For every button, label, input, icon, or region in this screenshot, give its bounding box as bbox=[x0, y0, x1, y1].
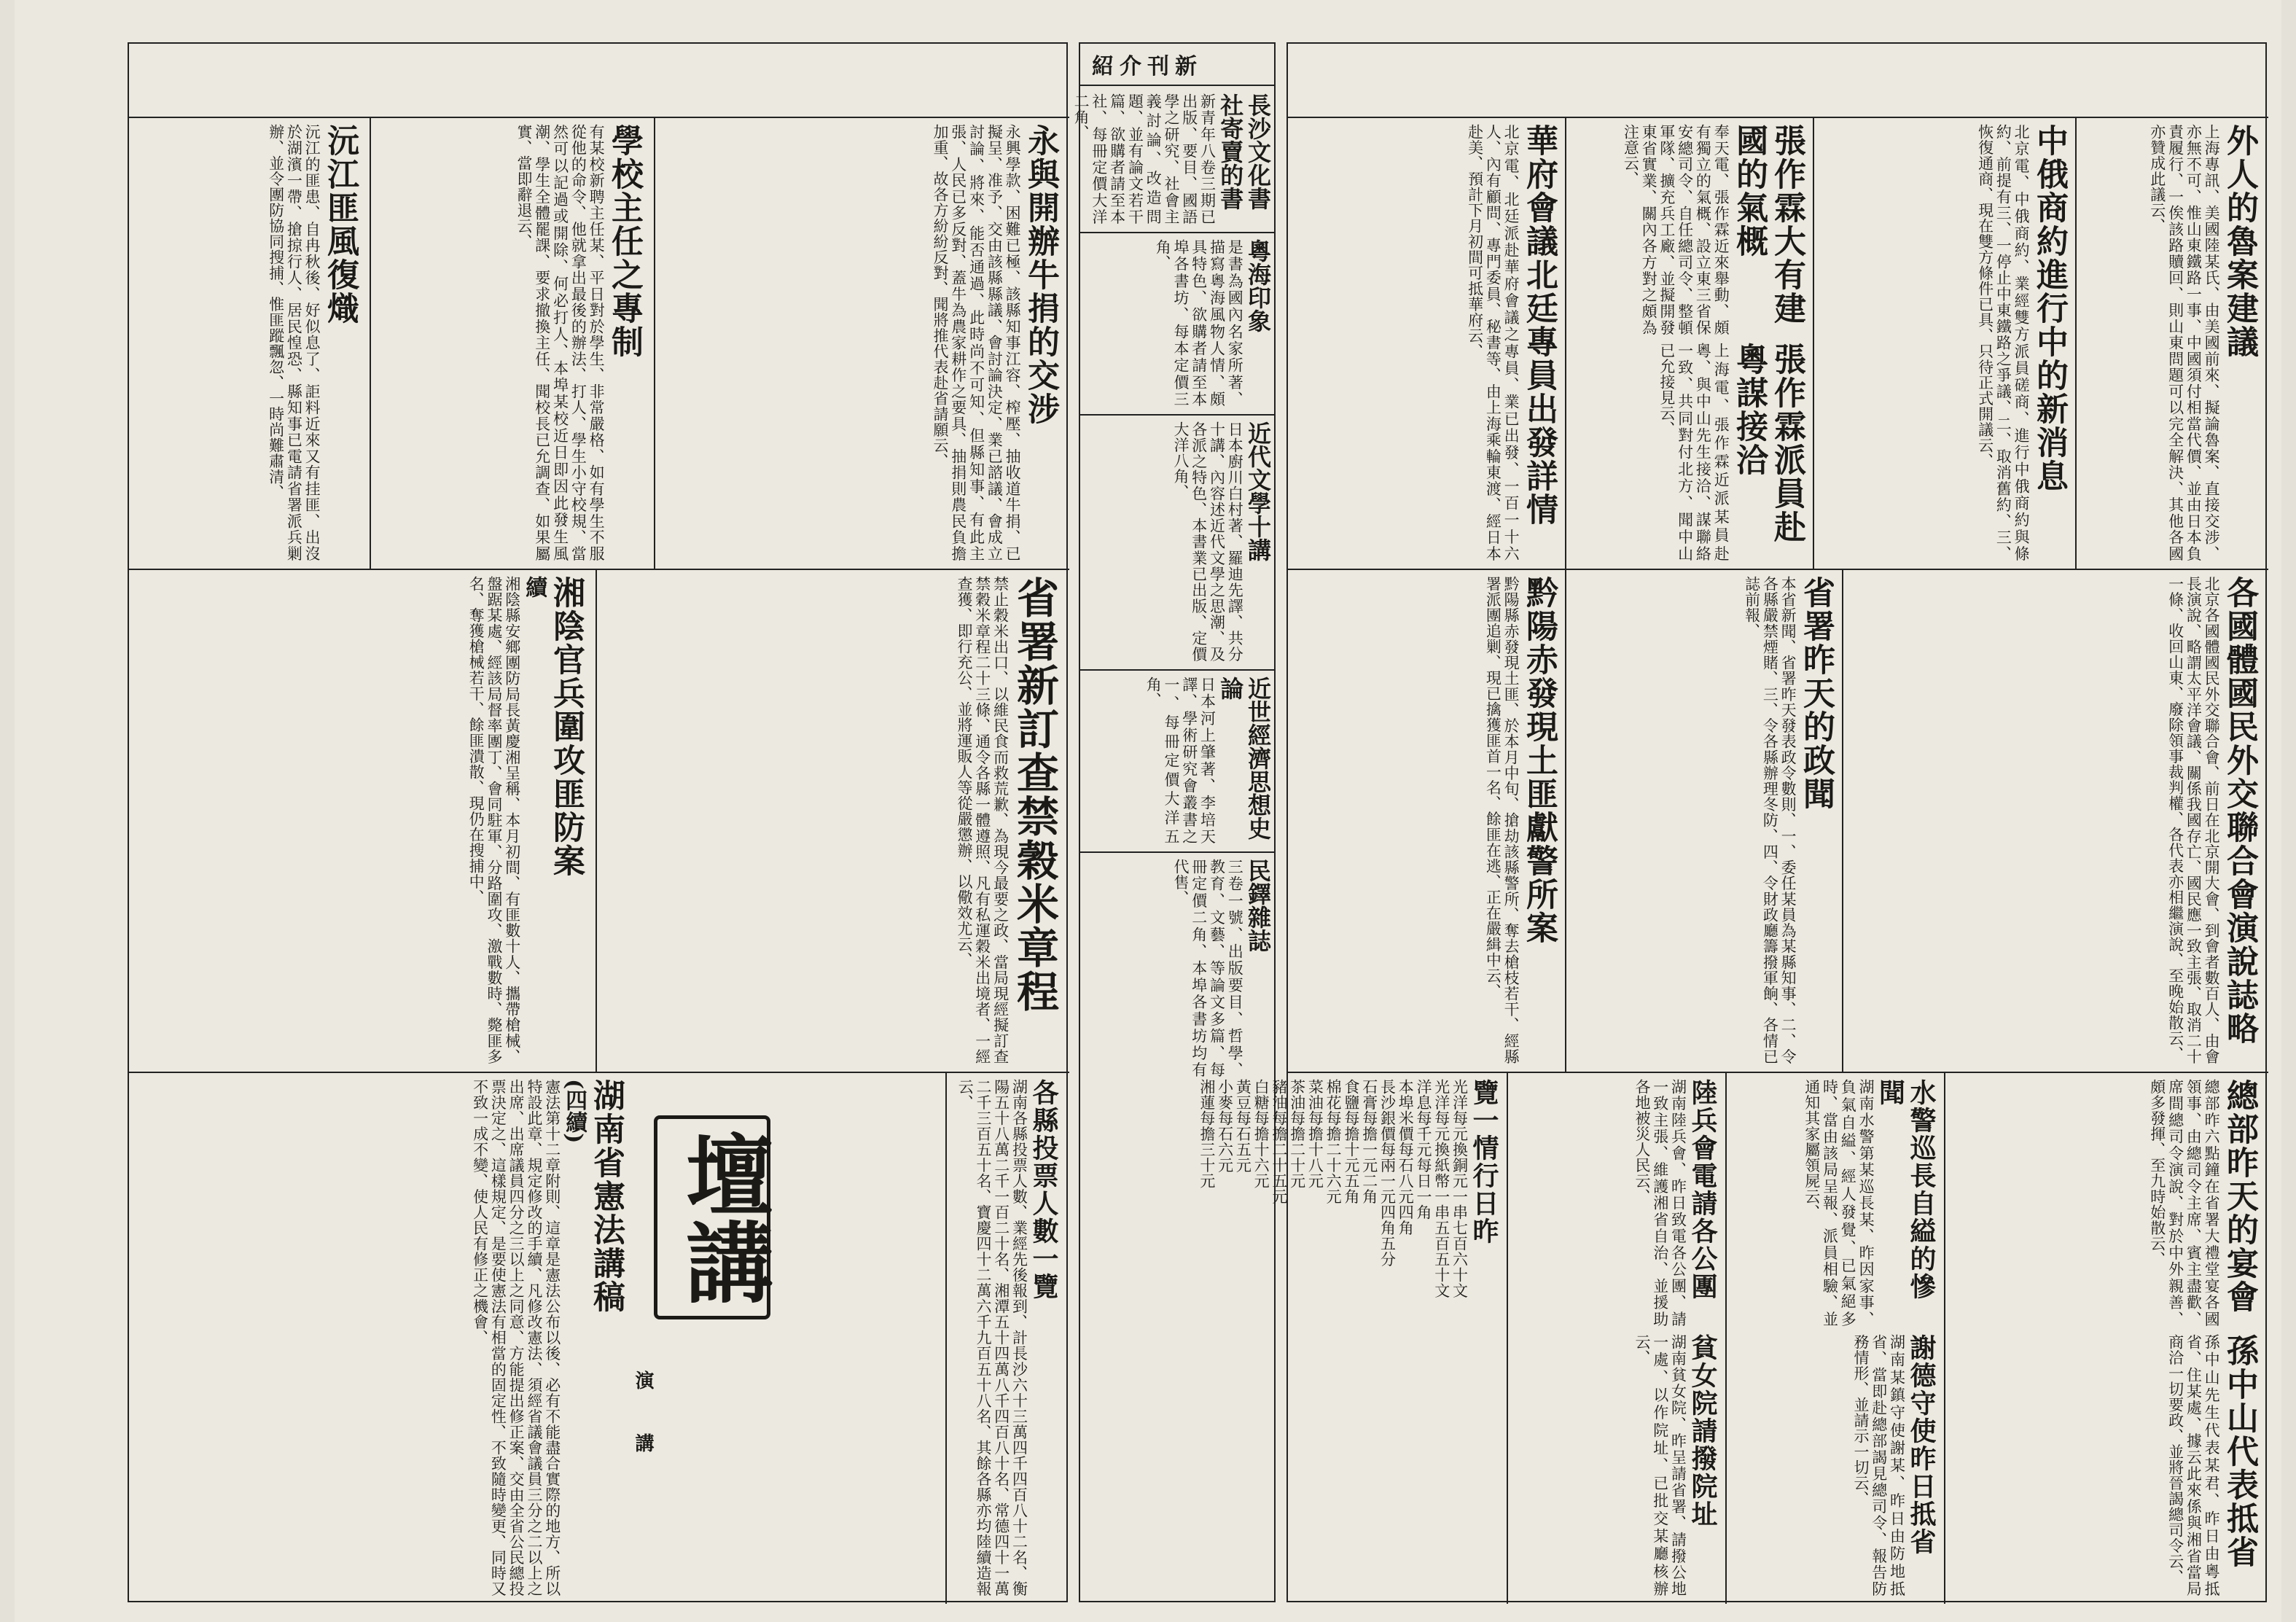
publication-title: 民鐸雜誌 bbox=[1244, 859, 1272, 952]
article-headline: 水警巡長自縊的慘聞 bbox=[1875, 1079, 1937, 1301]
article-body: 奉天電、張作霖近來舉動、頗有獨立的氣概、設立東三省保安總司令、自任總司令、整頓軍隊、擴充兵工廠、並擬開發東省實業、關內各方對之頗為注意云、 bbox=[1622, 124, 1730, 335]
market-row: 白糖每擔十六元 bbox=[1252, 1079, 1270, 1189]
article-body: 禁止穀米出口、以維民食而救荒歉、為現今最要之政、當局現經擬訂查禁穀米章程二十三條、通令各縣一體遵照、凡有私運穀米出境者、一經查獲、即行充公、並將運販人等從嚴懲辦、以儆效尤云、 bbox=[956, 576, 1010, 1064]
article-headline: 學校主任之專制 bbox=[606, 124, 643, 359]
lecture-caption: 演講 bbox=[632, 1370, 654, 1496]
article-headline: 張作霖派員赴粵謀接洽 bbox=[1730, 343, 1805, 544]
market-title: 覽一情行日昨 bbox=[1469, 1079, 1499, 1245]
article-oxen-tax bbox=[840, 124, 1059, 561]
article-garrison-commander-arrives bbox=[1733, 1334, 1937, 1596]
publication-economic-thought bbox=[1085, 677, 1271, 844]
article-body: 上海專訊、美國陸某氏、由美國前來、擬論魯案、直接交涉、亦無不可、惟山東鐵路一事、中國須付相當代價、並由日本負責履行、一俟該路贖回、則山東問題可以完全解決、其他各國亦贊成此議云、 bbox=[2148, 124, 2221, 561]
lecture-number: (四續) bbox=[561, 1079, 587, 1144]
article-xiangyin-siege bbox=[136, 576, 585, 1064]
publication-body: 日本河上肇著、李培天譯、學術研究會叢書之一、每冊定價大洋五角、 bbox=[1144, 677, 1217, 844]
market-row: 湘蓮每擔三十元 bbox=[1198, 1079, 1216, 1189]
publication-wenhua-bookshop bbox=[1072, 93, 1272, 225]
publication-title: 長沙文化書社寄賣的書 bbox=[1217, 93, 1272, 210]
article-national-diplomacy-speech bbox=[1843, 576, 2258, 1064]
market-row: 光洋每元換紙幣一串五百五十文 bbox=[1432, 1079, 1450, 1298]
market-prices-table bbox=[1198, 1079, 1499, 1596]
article-qianyang-bandits bbox=[1295, 576, 1558, 1064]
article-body: 湖南水警第某巡長某、昨因家事、負氣自縊、經人發覺、已氣絕多時、當由該局呈報、派員相驗、並通知其家屬領屍云、 bbox=[1803, 1079, 1875, 1327]
article-headline: 陸兵會電請各公團 bbox=[1687, 1079, 1718, 1301]
market-row: 黃豆每石五元 bbox=[1234, 1079, 1252, 1173]
article-body: 湖南各縣投票人數、業經先後報到、計長沙六十三萬四千四百八十二名、衡陽五十八萬二千一百二十名、湘潭五十四萬八千四百八十名、常德四十一萬二千三百五十名、寶慶四十二萬六千九百五十八名、其餘各縣亦均陸續造報云、 bbox=[956, 1079, 1028, 1596]
article-body: 湖南某鎮守使謝某、昨日由防地抵省、當即赴總部謁見總司令、報告防務情形、並請示一切云、 bbox=[1852, 1334, 1906, 1596]
article-rice-export-rules bbox=[607, 576, 1059, 1064]
market-row: 長沙銀價每兩一元四角五分 bbox=[1378, 1079, 1397, 1267]
article-water-police-suicide bbox=[1733, 1079, 1937, 1327]
article-headline: 孫中山代表抵省 bbox=[2221, 1334, 2258, 1569]
market-row: 豬油每擔二十五元 bbox=[1270, 1079, 1288, 1204]
publication-body: 新青年八卷三期已出版、要目、國語學之研究、社會主義討論、改造問題、並有論文若干篇、欲購者請至本社、每冊定價大洋二角、 bbox=[1072, 93, 1217, 225]
article-body: 永興學款、困難已極、該縣知事江容、榨壓、抽收道牛捐、已擬呈、准予、交由該縣縣議、會討論決定、業已諮議、會成立討論、將來、能否通過、此時尚不可知、但縣知事、有此主張、人民已多反對、蓋牛為農家耕作之要具、抽捐則農民負擔加重、故各方紛紛反對、聞將推代表赴省請願云、 bbox=[932, 124, 1022, 561]
article-hq-banquet bbox=[1952, 1079, 2258, 1327]
article-body: 湖南陸兵會、昨日致電各公團、請一致主張、維護湘省自治、並援助各地被災人民云、 bbox=[1633, 1079, 1687, 1327]
article-yuanjiang-bandits bbox=[136, 124, 359, 561]
market-row: 茶油每擔二十元 bbox=[1288, 1079, 1306, 1189]
article-principal-despotism bbox=[380, 124, 643, 561]
publication-title: 近世經濟思想史論 bbox=[1217, 677, 1272, 840]
article-headline: 貧女院請撥院址 bbox=[1687, 1334, 1718, 1528]
article-headline: 省署新訂查禁穀米章程 bbox=[1010, 576, 1059, 1013]
article-body: 黔陽縣赤發現土匪、於本月中旬、搶劫該縣警所、奪去槍枝若干、經縣署派團追剿、現已擒獲匪首一名、餘匪在逃、正在嚴緝中云、 bbox=[1484, 576, 1520, 1064]
article-headline: 省署昨天的政聞 bbox=[1797, 576, 1835, 811]
publication-body: 日本廚川白村著、羅迪先譯、共分十講、內容述近代文學之思潮、及各派之特色、本書業已出版、定價大洋八角、 bbox=[1171, 421, 1244, 662]
article-body: 上海電、張作霖近派某員赴粵、與中山先生接洽、謀聯絡一致、共同對付北方、聞中山已允接見云、 bbox=[1657, 343, 1730, 561]
market-row: 食鹽每擔十元五角 bbox=[1342, 1079, 1360, 1204]
article-headline: 中俄商約進行中的新消息 bbox=[2031, 124, 2068, 493]
market-row: 小麥每石六元 bbox=[1216, 1079, 1234, 1173]
market-row: 洋息每千元每日一角 bbox=[1415, 1079, 1432, 1220]
publication-guangdong-impressions bbox=[1085, 239, 1271, 407]
article-zhang-zuolin-state bbox=[1572, 124, 1805, 335]
article-headline: 湖南省憲法講稿 bbox=[587, 1079, 625, 1314]
article-poor-girls-institute bbox=[1514, 1334, 1718, 1596]
lecture-seal: 壇講 bbox=[654, 1115, 770, 1319]
market-row: 本埠米價每石八元四角 bbox=[1397, 1079, 1415, 1236]
article-soldiers-association bbox=[1514, 1079, 1718, 1327]
article-headline: 華府會議北廷專員出發詳情 bbox=[1520, 124, 1558, 526]
article-headline: 黔陽赤發現土匪獻警所案 bbox=[1520, 576, 1558, 945]
article-voter-counts bbox=[950, 1079, 1059, 1596]
article-headline: 湘陰官兵圍攻匪防案 bbox=[547, 576, 585, 878]
strip-title: 紹介刊新 bbox=[1092, 54, 1203, 79]
article-sino-russian-treaty bbox=[1820, 124, 2068, 561]
article-body: 湘陰縣安鄉團防局長黃慶湘呈稱、本月初間、有匪數十人、攜帶槍械、盤踞某處、經該局督率團丁、會同駐軍、分路圍攻、激戰數時、斃匪多名、奪獲槍械若干、餘匪潰散、現仍在搜捕中、 bbox=[467, 576, 521, 1064]
publication-modern-literature bbox=[1085, 421, 1271, 662]
article-body: 本省新聞、省署昨天發表政令數則、一、委任某員為某縣知事、二、令各縣嚴禁煙賭、三、令各縣辦理冬防、四、令財政廳籌撥軍餉、各情已誌前報、 bbox=[1743, 576, 1797, 1064]
article-headline: 各縣投票人數一覽 bbox=[1028, 1079, 1059, 1301]
market-row: 菜油每擔十八元 bbox=[1306, 1079, 1324, 1189]
article-body: 北京電、北廷派赴華府會議之專員、業已出發、一百一十六人、內有顧問、專門委員、秘書等、由上海乘輪東渡、經日本赴美、預計下月初間可抵華府云、 bbox=[1466, 124, 1520, 561]
article-headline: 沅江匪風復熾 bbox=[321, 124, 359, 325]
left-page bbox=[128, 42, 1068, 1602]
article-headline: 總部昨天的宴會 bbox=[2221, 1079, 2258, 1314]
publication-minduo-magazine bbox=[1085, 859, 1271, 1077]
publication-title: 近代文學十講 bbox=[1244, 421, 1272, 561]
article-body: 有某校新聘主任某、平日對於學生、非常嚴格、如有學生不服從他的命令、他就拿出最後的辦法、打人、學生小守校規、當然可以記過或開除、何必打人、本埠某校近日即因此發生風潮、學生全體罷課、要求撤換主任、聞校長已允調查、如果屬實、當即辭退云、 bbox=[515, 124, 606, 561]
publication-body: 三卷一號、出版要目、哲學、教育、文藝、等論文多篇、每冊定價二角、本埠各書坊均有代售、 bbox=[1171, 859, 1244, 1077]
article-provincial-government bbox=[1572, 576, 1835, 1064]
market-row: 石膏每擔一元二角 bbox=[1360, 1079, 1378, 1204]
article-headline: 謝德守使昨日抵省 bbox=[1906, 1334, 1937, 1556]
article-body: 總部昨六點鐘在省署大禮堂宴各國領事、由總司令主席、賓主盡歡、席間總司令演說、對於中外親善、頗多發揮、至九時始散云、 bbox=[2148, 1079, 2221, 1327]
article-washington-conference bbox=[1295, 124, 1558, 561]
article-headline: 張作霖大有建國的氣概 bbox=[1730, 124, 1805, 325]
publication-title: 粵海印象 bbox=[1244, 239, 1272, 332]
article-constitution-lecture bbox=[136, 1079, 625, 1596]
article-headline: 永與開辦牛捐的交涉 bbox=[1022, 124, 1059, 426]
article-sun-representative bbox=[1952, 1334, 2258, 1596]
newspaper-spread bbox=[15, 0, 2281, 1622]
article-body: 沅江的匪患、自冉秋後、好似息了、詎料近來又有挂匪、出沒於湖濱一帶、搶掠行人、居民惶恐、縣知事已電請省署派兵剿辦、並令團防協同搜捕、惟匪蹤飄忽、一時尚難肅清、 bbox=[267, 124, 321, 561]
article-headline: 外人的魯案建議 bbox=[2221, 124, 2258, 359]
article-headline: 各國體國民外交聯合會演說誌略 bbox=[2221, 576, 2258, 1045]
market-row: 光洋每元換銅元一串七百六十文 bbox=[1450, 1079, 1469, 1298]
publication-body: 是書為國內名家所著、描寫粵海風物人情、頗具特色、欲購者請至本埠各書坊、每本定價三角、 bbox=[1154, 239, 1244, 407]
article-zhang-envoy-guangdong bbox=[1572, 343, 1805, 561]
article-foreign-shandong-proposal bbox=[2076, 124, 2258, 561]
article-body: 湖南貧女院、昨呈請省署、請撥公地一處、以作院址、已批交某廳核辦云、 bbox=[1633, 1334, 1687, 1596]
article-body: 北京各國體國民外交聯合會、前日在北京開大會、到會者數百人、由會長演說、略謂太平洋會議、關係我國存亡、國民應一致主張、取消二十一條、收回山東、廢除領事裁判權、各代表亦相繼演說、至晚始散云、 bbox=[2166, 576, 2221, 1064]
article-body: 憲法第十二章附則、這章是憲法公布以後、必有不能盡合實際的地方、所以特設此章、規定修改的手續、凡修改憲法、須經省議會議員三分之二以上之出席、出席議員四分之三以上之同意、方能提出修正案、交由全省公民總投票決定之、這樣規定、是要使憲法有相當的固定性、不致隨時變更、同時又不致一成不變、使人民有修正之機會、 bbox=[471, 1079, 561, 1596]
article-body: 孫中山先生代表某君、昨日由粵抵省、住某處、據云此來係與湘省當局商洽一切要政、並將晉謁總司令云、 bbox=[2166, 1334, 2221, 1596]
article-subhead: 續 bbox=[521, 576, 547, 598]
article-body: 北京電、中俄商約、業經雙方派員磋商、進行中俄商約與條約、前提有三、一停止中東鐵路之爭議、二、取消舊約、三、恢復通商、現在雙方條件已具、只待正式開議云、 bbox=[1976, 124, 2031, 561]
market-row: 棉花每擔二十六元 bbox=[1324, 1079, 1343, 1204]
